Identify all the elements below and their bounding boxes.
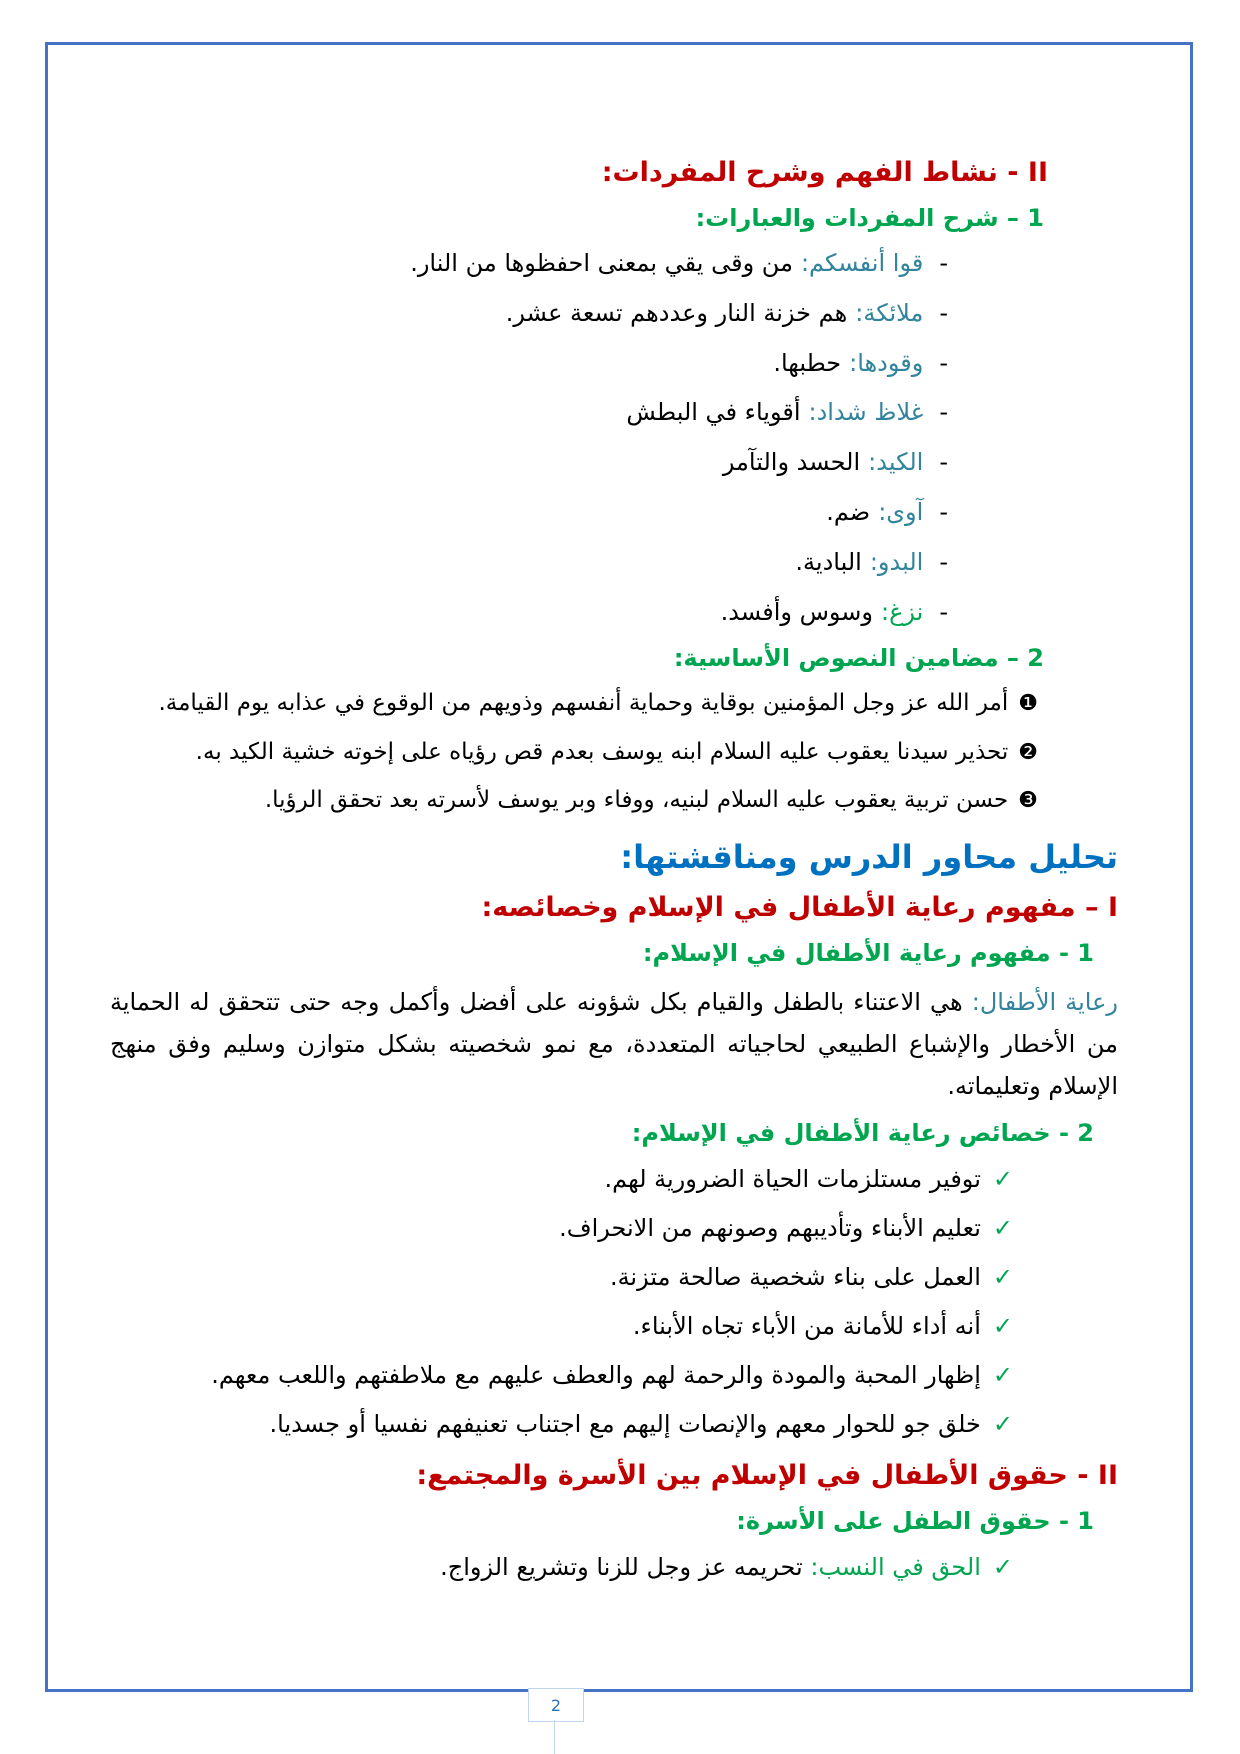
vocab-term: غلاظ شداد: [808,398,924,427]
vocab-definition: البادية. [795,547,862,576]
vocab-term: وقودها: [849,348,924,377]
vocab-definition: ضم. [826,497,871,526]
page-frame [45,42,1193,1692]
vocab-term: قوا أنفسكم: [800,249,924,277]
checklist-text: خلق جو للحوار معهم والإنصات إليهم مع اجتناب تعنيفهم نفسيا أو جسديا. [269,1409,981,1438]
point-text: حسن تربية يعقوب عليه السلام لبنيه، ووفاء وبر يوسف لأسرته بعد تحقق الرؤيا. [264,787,1009,814]
point-text: تحذير سيدنا يعقوب عليه السلام ابنه يوسف بعدم قص رؤياه على إخوته خشية الكيد به. [195,738,1009,765]
circled-number-1-icon: ❶ [1018,691,1038,717]
page-number-tick-line [554,1720,555,1754]
dash-bullet: - [939,597,948,626]
vocab-term: البدو: [869,547,924,576]
vocab-item [110,346,1118,381]
vocab-definition: حطبها. [773,348,842,377]
main-title-lesson-analysis: تحليل محاور الدرس ومناقشتها: [620,837,1118,876]
document-content [48,45,1190,1585]
numbered-point [110,686,1118,721]
checklist-item [110,1259,1118,1295]
section-heading-childcare-concept: I – مفهوم رعاية الأطفال في الإسلام وخصائصه: [481,891,1118,923]
vocab-item [110,445,1118,480]
vocab-item [110,595,1118,630]
checklist-text: العمل على بناء شخصية صالحة متزنة. [609,1262,981,1291]
dash-bullet: - [939,497,948,526]
dash-bullet: - [939,249,948,277]
checkmark-icon: ✓ [992,1360,1013,1389]
vocab-item [110,296,1118,331]
vocab-definition: الحسد والتآمر [722,448,861,477]
checkmark-icon: ✓ [992,1409,1013,1438]
checklist-text: إظهار المحبة والمودة والرحمة لهم والعطف عليهم مع ملاطفتهم واللعب معهم. [211,1360,981,1389]
vocab-term: ملائكة: [855,298,924,327]
section-heading-children-rights: II - حقوق الأطفال في الإسلام بين الأسرة والمجتمع: [416,1459,1118,1491]
checklist-item [110,1406,1118,1442]
vocab-term: آوى: [878,497,924,526]
numbered-point [110,783,1118,818]
subheading-child-rights-family: 1 - حقوق الطفل على الأسرة: [736,1506,1094,1535]
dash-bullet: - [939,298,948,327]
definition-term: رعاية الأطفال: [971,987,1118,1016]
dash-bullet: - [939,448,948,477]
vocab-definition: من وقى يقي بمعنى احفظوها من النار. [410,249,793,277]
checkmark-icon: ✓ [992,1262,1013,1291]
vocab-item [110,246,1118,281]
page-number: 2 [550,1695,562,1715]
right-text: تحريمه عز وجل للزنا وتشريع الزواج. [440,1552,803,1581]
checkmark-icon: ✓ [992,1552,1013,1581]
checkmark-icon: ✓ [992,1164,1013,1193]
page-number-badge [528,1688,584,1722]
vocab-term: الكيد: [868,448,924,477]
subheading-childcare-characteristics: 2 - خصائص رعاية الأطفال في الإسلام: [631,1118,1094,1147]
vocab-item [110,395,1118,430]
numbered-point [110,735,1118,770]
point-text: أمر الله عز وجل المؤمنين بوقاية وحماية أنفسهم وذويهم من الوقوع في عذابه يوم القيامة. [158,690,1009,717]
dash-bullet: - [939,547,948,576]
checklist-item [110,1549,1118,1585]
vocab-item [110,495,1118,530]
circled-number-2-icon: ❷ [1018,739,1038,765]
checkmark-icon: ✓ [992,1213,1013,1242]
vocab-definition: وسوس وأفسد. [720,597,873,626]
right-term: الحق في النسب: [810,1552,981,1581]
checklist-item [110,1357,1118,1393]
checklist-item [110,1210,1118,1246]
checklist-item [110,1161,1118,1197]
section-heading-comprehension: II - نشاط الفهم وشرح المفردات: [601,157,1048,188]
vocab-definition: أقوياء في البطش [626,398,801,427]
circled-number-3-icon: ❸ [1018,788,1038,814]
checkmark-icon: ✓ [992,1311,1013,1340]
subheading-core-contents: 2 – مضامين النصوص الأساسية: [673,644,1044,673]
subheading-vocabulary: 1 – شرح المفردات والعبارات: [695,204,1044,232]
vocab-item [110,545,1118,580]
checklist-text: أنه أداء للأمانة من الأباء تجاه الأبناء. [632,1311,981,1340]
dash-bullet: - [939,348,948,377]
definition-text: هي الاعتناء بالطفل والقيام بكل شؤونه على أفضل وأكمل وجه حتى تتحقق له الحماية من الأخطار والإشباع الطبيعي لحاجياته المتعددة، مع نمو شخصيته بشكل متوازن وسليم وفق منهج الإسلام وتعليماته. [110,987,1118,1100]
subheading-childcare-definition: 1 - مفهوم رعاية الأطفال في الإسلام: [642,938,1094,967]
vocab-definition: هم خزنة النار وعددهم تسعة عشر. [505,298,848,327]
checklist-item [110,1308,1118,1344]
checklist-text: تعليم الأبناء وتأديبهم وصونهم من الانحراف. [559,1213,981,1242]
definition-paragraph [110,981,1118,1107]
vocab-term: نزغ: [881,597,924,626]
dash-bullet: - [939,398,948,427]
checklist-text: توفير مستلزمات الحياة الضرورية لهم. [604,1164,981,1193]
